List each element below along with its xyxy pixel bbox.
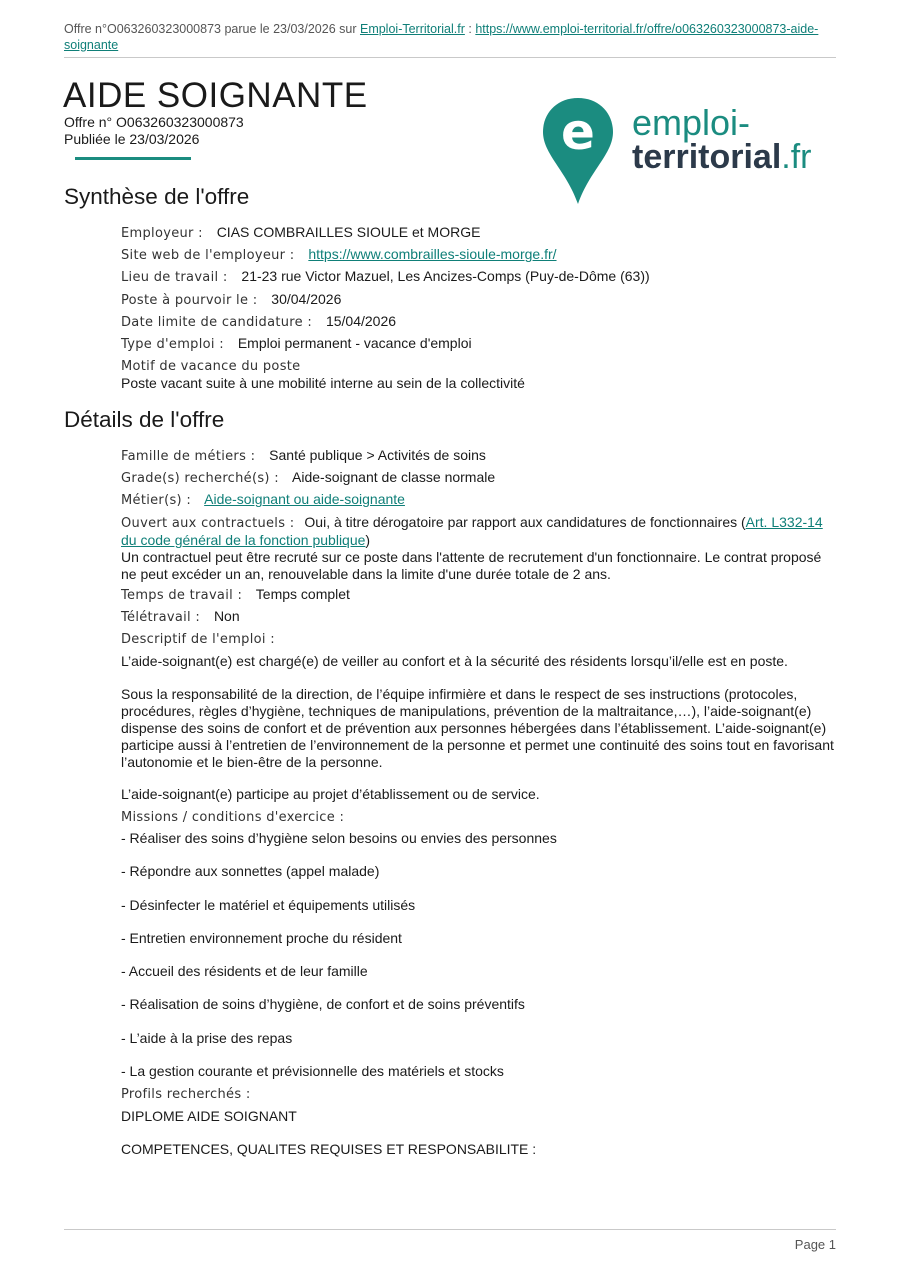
grade-label: Grade(s) recherché(s) : xyxy=(121,471,279,486)
type-label: Type d'emploi : xyxy=(121,337,224,352)
famille-value: Santé publique > Activités de soins xyxy=(269,447,486,463)
employeur-label: Employeur : xyxy=(121,226,203,241)
mission-item: - Désinfecter le matériel et équipements utilisés xyxy=(121,897,416,913)
emploi-territorial-link[interactable]: Emploi-Territorial.fr xyxy=(359,22,465,36)
metier-label: Métier(s) : xyxy=(121,493,191,508)
details-heading: Détails de l'offre xyxy=(64,407,225,432)
profils-line-1: DIPLOME AIDE SOIGNANT xyxy=(121,1108,297,1124)
mission-item: - Entretien environnement proche du résident xyxy=(121,930,402,946)
missions-label-text: Missions / conditions d'exercice : xyxy=(121,810,345,825)
limite-label: Date limite de candidature : xyxy=(121,315,313,330)
famille-label: Famille de métiers : xyxy=(121,449,256,464)
limite-value: 15/04/2026 xyxy=(325,313,397,329)
descriptif-paragraph-3: L’aide-soignant(e) participe au projet d’établissement ou de service. xyxy=(121,786,540,802)
motif-value: Poste vacant suite à une mobilité interne au sein de la collectivité xyxy=(121,375,525,391)
offer-url-link[interactable]: https://www.emploi-territorial.fr/offre/o063260323000873-aide-soignante xyxy=(64,22,819,52)
lieu-label: Lieu de travail : xyxy=(121,270,228,285)
mission-item: - Accueil des résidents et de leur famille xyxy=(121,963,368,979)
mission-item: - Réalisation de soins d’hygiène, de confort et de soins préventifs xyxy=(121,996,525,1012)
temps-label: Temps de travail : xyxy=(121,588,243,603)
profils-label-text: Profils recherchés : xyxy=(121,1087,251,1102)
field-teletravail xyxy=(121,608,836,626)
contractuels-note: Un contractuel peut être recruté sur ce poste dans l'attente de recrutement d'un fonctionnaire. Le contrat proposé ne peut excéder un an, renouvelable dans la limite d'une durée totale de 2 ans. xyxy=(121,549,822,582)
motif-label: Motif de vacance du poste xyxy=(121,359,301,374)
legal-article-link[interactable]: Art. L332-14 du code général de la fonction publique xyxy=(121,514,823,548)
field-contractuels xyxy=(121,514,836,583)
contractuels-value: Oui, à titre dérogatoire par rapport aux candidatures de fonctionnaires ( xyxy=(304,514,746,530)
missions-label xyxy=(121,808,836,826)
source-prefix: Offre n°O063260323000873 parue le 23/03/2026 sur xyxy=(64,22,357,36)
source-header xyxy=(64,21,824,53)
field-site-web xyxy=(121,246,836,264)
page-number: Page 1 xyxy=(794,1237,836,1252)
emploi-territorial-logo xyxy=(540,94,830,206)
mission-item: - L’aide à la prise des repas xyxy=(121,1030,293,1046)
publication-date: Publiée le 23/03/2026 xyxy=(64,131,200,147)
page-title: AIDE SOIGNANTE xyxy=(63,76,368,115)
footer-divider xyxy=(64,1229,836,1230)
profils-line-2: COMPETENCES, QUALITES REQUISES ET RESPONSABILITE : xyxy=(121,1141,537,1157)
descriptif-paragraph-1: L’aide-soignant(e) est chargé(e) de veiller au confort et à la sécurité des résidents lorsqu’il/elle est en poste. xyxy=(121,653,788,669)
poste-value: 30/04/2026 xyxy=(271,291,342,307)
teletravail-value: Non xyxy=(213,608,240,624)
site-label: Site web de l'employeur : xyxy=(121,248,295,263)
field-motif xyxy=(121,358,836,392)
field-date-limite xyxy=(121,313,836,331)
teletravail-label: Télétravail : xyxy=(121,610,201,625)
mission-item: - Réaliser des soins d’hygiène selon besoins ou envies des personnes xyxy=(121,830,557,846)
lieu-value: 21-23 rue Victor Mazuel, Les Ancizes-Comps (Puy-de-Dôme (63)) xyxy=(241,268,650,284)
descriptif-label xyxy=(121,630,836,648)
contractuels-label: Ouvert aux contractuels : xyxy=(121,516,295,531)
metier-link[interactable]: Aide-soignant ou aide-soignante xyxy=(204,491,405,507)
mission-item: - Répondre aux sonnettes (appel malade) xyxy=(121,863,380,879)
mission-item: - La gestion courante et prévisionnelle des matériels et stocks xyxy=(121,1063,504,1079)
synthese-heading: Synthèse de l'offre xyxy=(64,184,250,209)
field-lieu xyxy=(121,268,836,286)
contractuels-close: ) xyxy=(365,532,371,548)
temps-value: Temps complet xyxy=(255,586,350,602)
employer-website-link[interactable]: https://www.combrailles-sioule-morge.fr/ xyxy=(308,246,557,262)
poste-label: Poste à pourvoir le : xyxy=(121,293,258,308)
logo-tld: .fr xyxy=(781,138,812,176)
grade-value: Aide-soignant de classe normale xyxy=(292,469,496,485)
title-accent-bar xyxy=(75,157,191,160)
svg-text:territorial.fr xyxy=(632,138,811,176)
field-type-emploi xyxy=(121,335,836,353)
descriptif-label-text: Descriptif de l'emploi : xyxy=(121,632,275,647)
logo-word-bottom: territorial xyxy=(632,138,782,176)
field-temps xyxy=(121,586,836,604)
descriptif-paragraph-2: Sous la responsabilité de la direction, de l’équipe infirmière et dans le respect de ses instructions (protocoles, procédures, règles d’hygiène, techniques de manipulations, prévention de la maltraitance,…), l’aide-soignant(e) dispense des soins de confort et de prévention aux personnes hébergées dans l’établissement. L’aide-soignant(e) participe aussi à l’entretien de l’environnement de la personne et permet une continuité des soins tout en favorisant l’autonomie et le bien-être de la personne. xyxy=(121,686,834,770)
type-value: Emploi permanent - vacance d'emploi xyxy=(237,335,472,351)
profils-label xyxy=(121,1085,836,1103)
offer-number: Offre n° O063260323000873 xyxy=(64,114,244,130)
employeur-value: CIAS COMBRAILLES SIOULE et MORGE xyxy=(216,224,481,240)
field-metier xyxy=(121,491,836,509)
header-divider xyxy=(64,57,836,58)
source-separator: : xyxy=(468,22,472,36)
field-famille xyxy=(121,447,836,465)
field-grade xyxy=(121,469,836,487)
field-poste xyxy=(121,291,836,309)
field-employeur xyxy=(121,224,836,242)
svg-text:e: e xyxy=(561,103,595,161)
logo-word-top: emploi- xyxy=(632,102,751,143)
